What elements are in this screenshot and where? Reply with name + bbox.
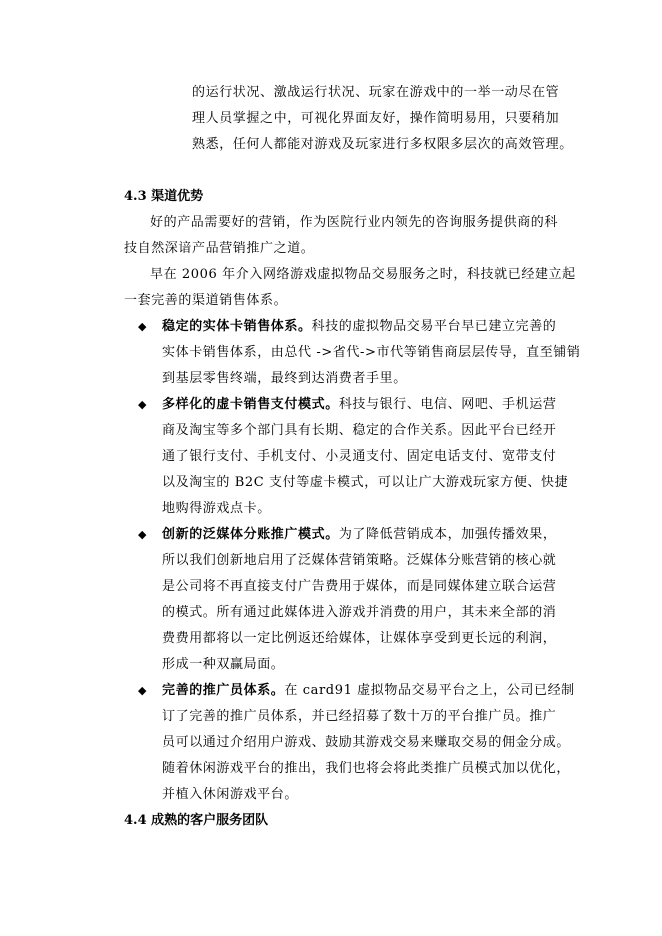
section-heading-4-4: 4.4 成熟的客户服务团队 [124, 813, 269, 828]
bullet-1-first-line [162, 314, 556, 340]
bullet-2-line-5: 地购得游戏点卡。 [162, 501, 271, 516]
bullet-4-title: 完善的推广员体系。 [162, 683, 285, 698]
bullet-3-title: 创新的泛媒体分账推广模式。 [162, 527, 339, 542]
bullet-3-line-4: 的模式。所有通过此媒体进入游戏并消费的用户，其未来全部的消 [162, 605, 557, 620]
bullet-2-title: 多样化的虚卡销售支付模式。 [162, 397, 339, 412]
intro-line-3: 熟悉，任何人都能对游戏及玩家进行多权限多层次的高效管理。 [192, 137, 573, 152]
bullet-2-first-line [162, 392, 556, 418]
para2-line-1: 早在 2006 年介入网络游戏虚拟物品交易服务之时，科技就已经建立起 [150, 267, 576, 282]
bullet-4-line-3: 员可以通过介绍用户游戏、鼓励其游戏交易来赚取交易的佣金分成。 [162, 735, 571, 750]
bullet-3-line-3: 是公司将不再直接支付广告费用于媒体，而是同媒体建立联合运营 [162, 579, 557, 594]
bullet-diamond-icon: ◆ [138, 528, 147, 541]
bullet-3-line-6: 形成一种双赢局面。 [162, 657, 285, 672]
bullet-2-first-rest: 科技与银行、电信、网吧、手机运营 [338, 397, 557, 412]
para1-line-1: 好的产品需要好的营销，作为医院行业内领先的咨询服务提供商的科 [150, 215, 559, 230]
bullet-3-first-line [162, 522, 556, 548]
bullet-diamond-icon: ◆ [138, 684, 147, 697]
bullet-2-line-3: 通了银行支付、手机支付、小灵通支付、固定电话支付、宽带支付 [162, 449, 557, 464]
bullet-diamond-icon: ◆ [138, 398, 147, 411]
section-heading-4-3: 4.3 渠道优势 [124, 189, 204, 204]
bullet-4-line-5: 并植入休闲游戏平台。 [162, 787, 299, 802]
bullet-3-line-5: 费费用都将以一定比例返还给媒体，让媒体享受到更长远的利润， [162, 631, 557, 646]
bullet-3-first-rest: 为了降低营销成本，加强传播效果， [338, 527, 557, 542]
intro-line-1: 的运行状况、激战运行状况、玩家在游戏中的一举一动尽在管 [192, 85, 560, 100]
bullet-1-first-rest: 科技的虚拟物品交易平台早已建立完善的 [311, 319, 557, 334]
bullet-3-line-2: 所以我们创新地启用了泛媒体营销策略。泛媒体分账营销的核心就 [162, 553, 557, 568]
bullet-4-line-2: 订了完善的推广员体系，并已经招募了数十万的平台推广员。推广 [162, 709, 557, 724]
bullet-4-first-line [162, 678, 575, 704]
bullet-1-line-3: 到基层零售终端，最终到达消费者手里。 [162, 371, 407, 386]
bullet-diamond-icon: ◆ [138, 320, 147, 333]
bullet-2-line-4: 以及淘宝的 B2C 支付等虚卡模式，可以让广大游戏玩家方便、快捷 [162, 475, 569, 490]
para1-line-2: 技自然深谙产品营销推广之道。 [124, 241, 315, 256]
bullet-4-first-rest: 在 card91 虚拟物品交易平台之上，公司已经制 [284, 683, 575, 698]
bullet-4-line-4: 随着休闲游戏平台的推出，我们也将会将此类推广员模式加以优化， [162, 761, 571, 776]
para2-line-2: 一套完善的渠道销售体系。 [124, 293, 288, 308]
bullet-1-title: 稳定的实体卡销售体系。 [162, 319, 312, 334]
intro-line-2: 理人员掌握之中，可视化界面友好，操作简明易用，只要稍加 [192, 111, 560, 126]
bullet-2-line-2: 商及淘宝等多个部门具有长期、稳定的合作关系。因此平台已经开 [162, 423, 557, 438]
bullet-1-line-2: 实体卡销售体系，由总代 ->省代->市代等销售商层层传导，直至铺销 [162, 345, 581, 360]
